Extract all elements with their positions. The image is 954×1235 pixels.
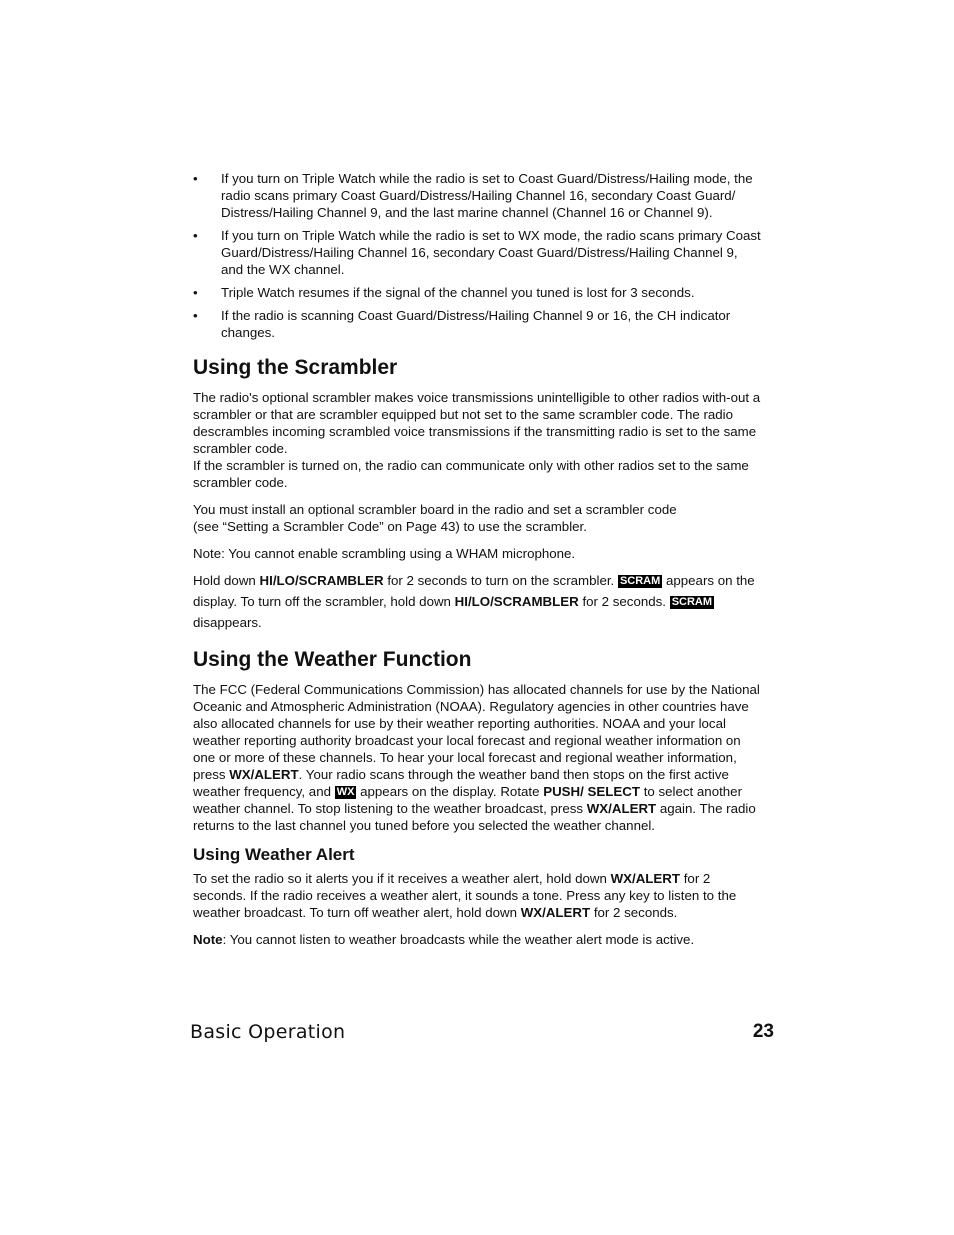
- text-run: for 2 seconds to turn on the scrambler.: [383, 573, 618, 588]
- key-wx-alert: WX/ALERT: [229, 767, 299, 782]
- text-run: disappears.: [193, 615, 262, 630]
- text-run: again. The radio returns to the last channel you tuned before you selected the weather channel.: [193, 801, 756, 833]
- page-content: [193, 170, 761, 958]
- list-item: [193, 284, 761, 301]
- key-wx-alert: WX/ALERT: [520, 905, 591, 920]
- text-run: appears on the display. To turn off the scrambler, hold down: [193, 573, 755, 609]
- key-push-select: PUSH/ SELECT: [543, 784, 640, 799]
- list-item: [193, 307, 761, 341]
- bullet-text: If you turn on Triple Watch while the radio is set to Coast Guard/Distress/Hailing mode, the radio scans primary Coast Guard/Distress/Hailing Channel 16, secondary Coast Guard/: [221, 171, 753, 203]
- text-run: for 2 seconds.: [578, 594, 670, 609]
- text-run: . Your radio scans through the weather band then stops on the first active weather frequency, and: [193, 767, 729, 799]
- page-number: 23: [752, 1021, 774, 1042]
- key-hi-lo-scrambler: HI/LO/SCRAMBLER: [454, 594, 579, 609]
- bullet-text: Triple Watch resumes if the signal of the channel you tuned is lost for 3 seconds.: [221, 285, 695, 300]
- scrambler-heading: Using the Scrambler: [193, 356, 398, 379]
- list-item: [193, 227, 761, 278]
- bullet-text: If the radio is scanning Coast Guard/Distress/Hailing Channel 9 or 16, the CH indicator changes.: [221, 308, 731, 340]
- weather-alert-heading: Using Weather Alert: [193, 845, 355, 864]
- scrambler-note: Note: You cannot enable scrambling using a WHAM microphone.: [193, 546, 576, 561]
- wx-indicator: WX: [336, 786, 355, 798]
- triple-watch-list: [193, 170, 761, 341]
- scrambler-install-text-2: (see “Setting a Scrambler Code” on Page 43) to use the scrambler.: [193, 519, 587, 534]
- weather-alert-note: [193, 931, 761, 948]
- text-run: appears on the display. Rotate: [356, 784, 544, 799]
- note-text: : You cannot listen to weather broadcasts while the weather alert mode is active.: [222, 932, 695, 947]
- scrambler-install-text: You must install an optional scrambler board in the radio and set a scrambler code: [193, 502, 677, 517]
- page-footer: [190, 1019, 774, 1045]
- scrambler-intro-text-2: If the scrambler is turned on, the radio can communicate only with other radios set to the same scrambler code.: [193, 458, 749, 490]
- key-wx-alert: WX/ALERT: [586, 801, 657, 816]
- note-label: Note: [193, 932, 223, 947]
- weather-paragraph: [193, 681, 761, 834]
- bullet-text-continued: Distress/Hailing Channel 9, and the last marine channel (Channel 16 or Channel 9).: [221, 205, 713, 220]
- list-item: [193, 170, 761, 221]
- text-run: The FCC (Federal Communications Commission) has allocated channels for use by the National Oceanic and Atmospheric Administration (NOAA). Regulatory agencies in other countries have also allocated channels for use by their weather reporting authorities. NOAA and your local weather reporting authority broadcast your local forecast and regional weather information on one or more of these channels. To hear your local forecast and regional weather information, press: [193, 682, 760, 782]
- text-run: for 2 seconds.: [590, 905, 678, 920]
- scrambler-toggle-paragraph: [193, 570, 761, 633]
- scrambler-install-paragraph: [193, 501, 761, 535]
- bullet-text: If you turn on Triple Watch while the radio is set to WX mode, the radio scans primary Coast Guard/Distress/Hailing Channel 16, secondary Coast Guard/Distress/Hailing Channel 9, and the WX channel.: [221, 228, 761, 277]
- scrambler-intro-text: The radio's optional scrambler makes voice transmissions unintelligible to other radios with-out a scrambler or that are scrambler equipped but not set to the same scrambler code. The radio descrambles incoming scrambled voice transmissions if the transmitting radio is set to the same scrambler code.: [193, 390, 761, 456]
- weather-heading: Using the Weather Function: [193, 648, 472, 671]
- weather-alert-paragraph: [193, 870, 761, 921]
- text-run: to select another weather channel. To stop listening to the weather broadcast, press: [193, 784, 743, 816]
- key-hi-lo-scrambler: HI/LO/SCRAMBLER: [259, 573, 384, 588]
- scrambler-paragraph: [193, 389, 761, 491]
- text-run: for 2 seconds. If the radio receives a weather alert, it sounds a tone. Press any key to listen to the weather broadcast. To turn off weather alert, hold down: [193, 871, 737, 920]
- text-run: Hold down: [193, 573, 260, 588]
- scram-indicator: SCRAM: [671, 596, 713, 608]
- footer-section-title: Basic Operation: [190, 1021, 346, 1043]
- text-run: To set the radio so it alerts you if it receives a weather alert, hold down: [193, 871, 611, 886]
- scram-indicator: SCRAM: [619, 575, 661, 587]
- key-wx-alert: WX/ALERT: [610, 871, 681, 886]
